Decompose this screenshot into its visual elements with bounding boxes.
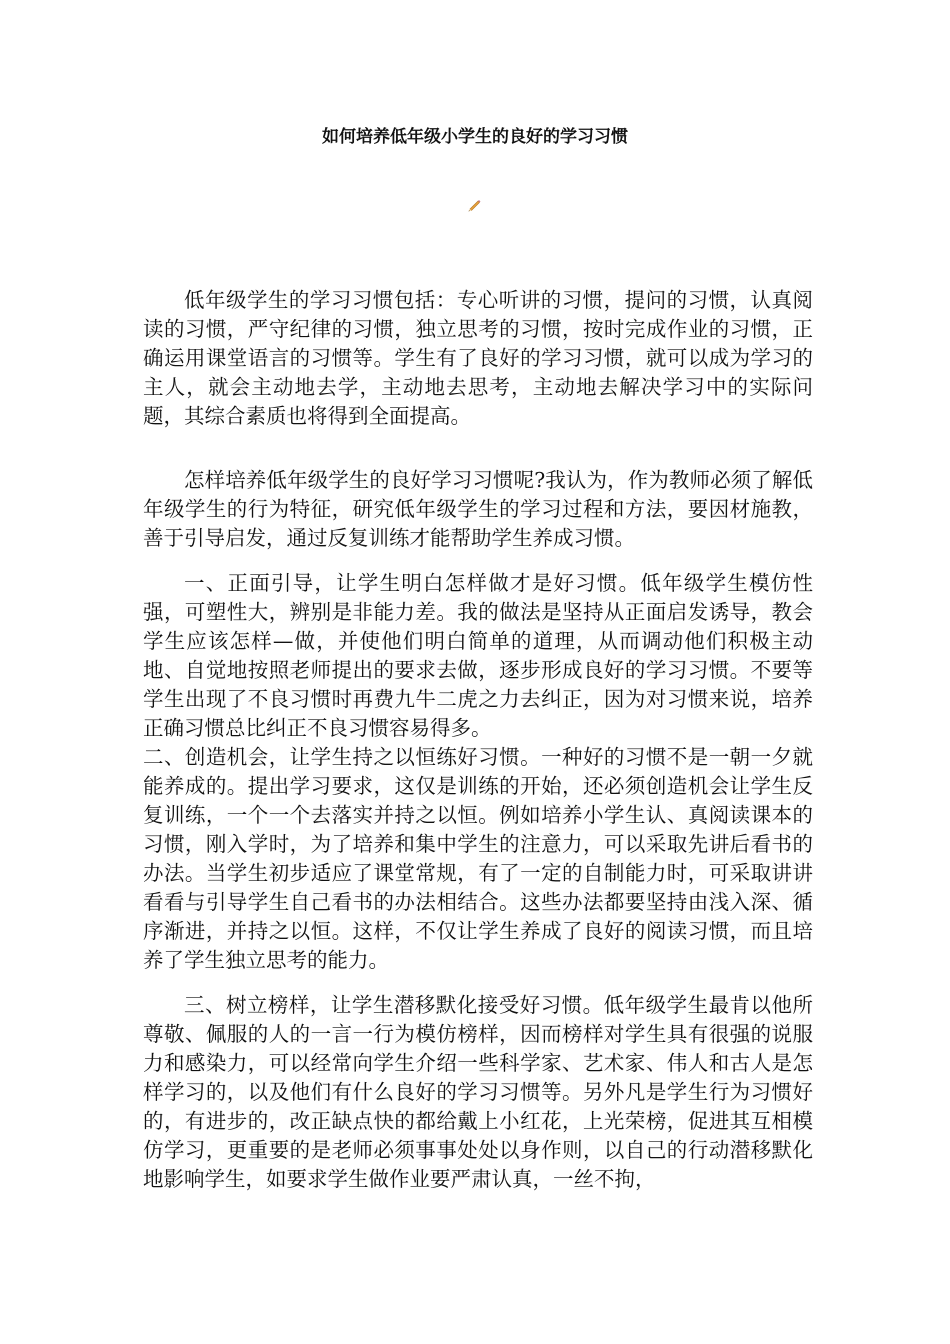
paragraph-point-three: 三、树立榜样，让学生潜移默化接受好习惯。低年级学生最肯以他所尊敬、佩服的人的一言一行为模仿榜样，因而榜样对学生具有很强的说服力和感染力，可以经常向学生介绍一些科学家、艺术家、伟人和古人是怎样学习的，以及他们有什么良好的学习习惯等。另外凡是学生行为习惯好的，有进步的，改正缺点快的都给戴上小红花，上光荣榜，促进其互相模仿学习，更重要的是老师必须事事处处以身作则，以自己的行动潜移默化地影响学生，如要求学生做作业要严肃认真，一丝不拘， (143, 993, 813, 1191)
paragraph-question: 怎样培养低年级学生的良好学习习惯呢?我认为，作为教师必须了解低年级学生的行为特征，研究低年级学生的学习过程和方法，要因材施教，善于引导启发，通过反复训练才能帮助学生养成习惯。 (143, 468, 813, 550)
paragraph-point-one: 一、正面引导，让学生明白怎样做才是好习惯。低年级学生模仿性强，可塑性大，辨别是非能力差。我的做法是坚持从正面启发诱导，教会学生应该怎样—做，并使他们明白简单的道理，从而调动他们积极主动地、自觉地按照老师提出的要求去做，逐步形成良好的学习习惯。不要等学生出现了不良习惯时再费九牛二虎之力去纠正，因为对习惯来说，培养正确习惯总比纠正不良习惯容易得多。 (143, 571, 813, 740)
paragraph-intro: 低年级学生的学习习惯包括：专心听讲的习惯，提问的习惯，认真阅读的习惯，严守纪律的习惯，独立思考的习惯，按时完成作业的习惯，正确运用课堂语言的习惯等。学生有了良好的学习习惯，就可以成为学习的主人，就会主动地去学，主动地去思考，主动地去解决学习中的实际问题，其综合素质也将得到全面提高。 (143, 288, 813, 428)
page-title: 如何培养低年级小学生的良好的学习习惯 (322, 127, 628, 147)
paragraph-point-two: 二、创造机会，让学生持之以恒练好习惯。一种好的习惯不是一朝一夕就能养成的。提出学习要求，这仅是训练的开始，还必须创造机会让学生反复训练，一个一个去落实并持之以恒。例如培养小学生认、真阅读课本的习惯，刚入学时，为了培养和集中学生的注意力，可以采取先讲后看书的办法。当学生初步适应了课堂常规，有了一定的自制能力时，可采取讲讲看看与引导学生自己看书的办法相结合。这些办法都要坚持由浅入深、循序渐进，并持之以恒。这样，不仅让学生养成了良好的阅读习惯，而且培养了学生独立思考的能力。 (143, 745, 813, 972)
pencil-icon (467, 198, 481, 212)
document-body (143, 286, 813, 1194)
